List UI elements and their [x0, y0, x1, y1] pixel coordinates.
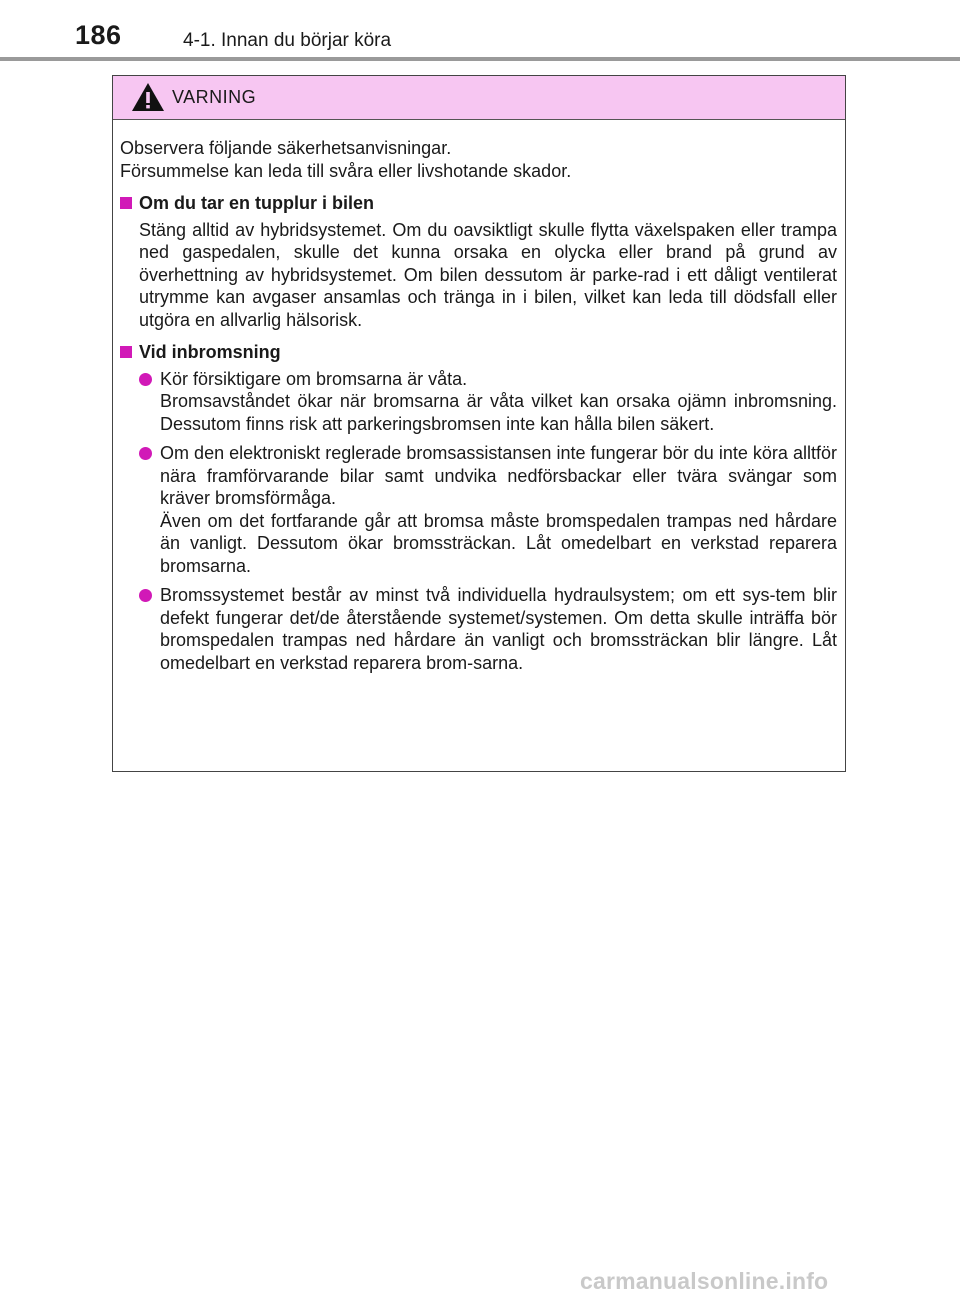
round-bullet-icon — [139, 589, 152, 602]
warning-box — [112, 75, 846, 772]
section-heading-text: Vid inbromsning — [139, 342, 281, 362]
section-heading-tupplur — [120, 192, 837, 215]
list-item-line: Bromsavståndet ökar när bromsarna är våta vilket kan orsaka ojämn inbromsning. Dessutom finns risk att parkeringsbromsen inte kan hålla bilen säkert. — [160, 391, 837, 434]
list-item-text — [160, 442, 837, 577]
warning-header — [113, 76, 845, 120]
round-bullet-icon — [139, 447, 152, 460]
page-header — [0, 0, 960, 64]
list-item — [120, 584, 837, 674]
section-heading-inbromsning — [120, 341, 837, 364]
list-item-text — [160, 368, 837, 436]
square-bullet-icon — [120, 197, 132, 209]
list-item-line: Även om det fortfarande går att bromsa måste bromspedalen trampas ned hårdare än vanligt. Dessutom ökar bromssträckan. Låt omedelbart en verkstad reparera bromsarna. — [160, 510, 837, 576]
list-item-text — [160, 584, 837, 674]
page-number: 186 — [75, 20, 122, 50]
intro-line-1: Observera följande säkerhetsanvisningar. — [120, 138, 452, 158]
warning-triangle-icon — [131, 82, 165, 112]
list-item-line: Bromssystemet består av minst två individuella hydraulsystem; om ett sys-tem blir defekt fungerar det/de återstående systemet/systemen. Om detta skulle inträffa bör bromspedalen trampas ned hårdare än vanligt och bromssträckan blir längre. Låt omedelbart en verkstad reparera brom-sarna. — [160, 585, 837, 673]
watermark-text: carmanualsonline.info — [580, 1268, 829, 1294]
square-bullet-icon — [120, 346, 132, 358]
list-item-line: Om den elektroniskt reglerade bromsassistansen inte fungerar bör du inte köra alltför nära framförvarande bilar samt undvika nedförsbackar eller tvära svängar som kräver bromsförmåga. — [160, 443, 837, 508]
header-rule — [0, 57, 960, 61]
section-title: 4-1. Innan du börjar köra — [183, 30, 392, 51]
warning-label: VARNING — [172, 87, 257, 107]
list-item-line: Kör försiktigare om bromsarna är våta. — [160, 368, 468, 389]
round-bullet-icon — [139, 373, 152, 386]
list-item — [120, 368, 837, 436]
list-item — [120, 442, 837, 577]
section-heading-text: Om du tar en tupplur i bilen — [139, 193, 375, 213]
section-paragraph-tupplur: Stäng alltid av hybridsystemet. Om du oavsiktligt skulle flytta växelspaken eller trampa ned gaspedalen, skulle det kunna orsaka en olycka eller brand på grund av överhettning av hybridsystemet. Om bilen dessutom är parke-rad i ett dåligt ventilerat utrymme kan avgaser ansamlas och tränga in i bilen, vilket kan leda till dödsfall eller utgöra en allvarlig hälsorisk. — [139, 219, 837, 330]
intro-line-2: Försummelse kan leda till svåra eller livshotande skador. — [120, 160, 572, 181]
warning-body — [113, 120, 845, 674]
watermark — [580, 1268, 952, 1296]
